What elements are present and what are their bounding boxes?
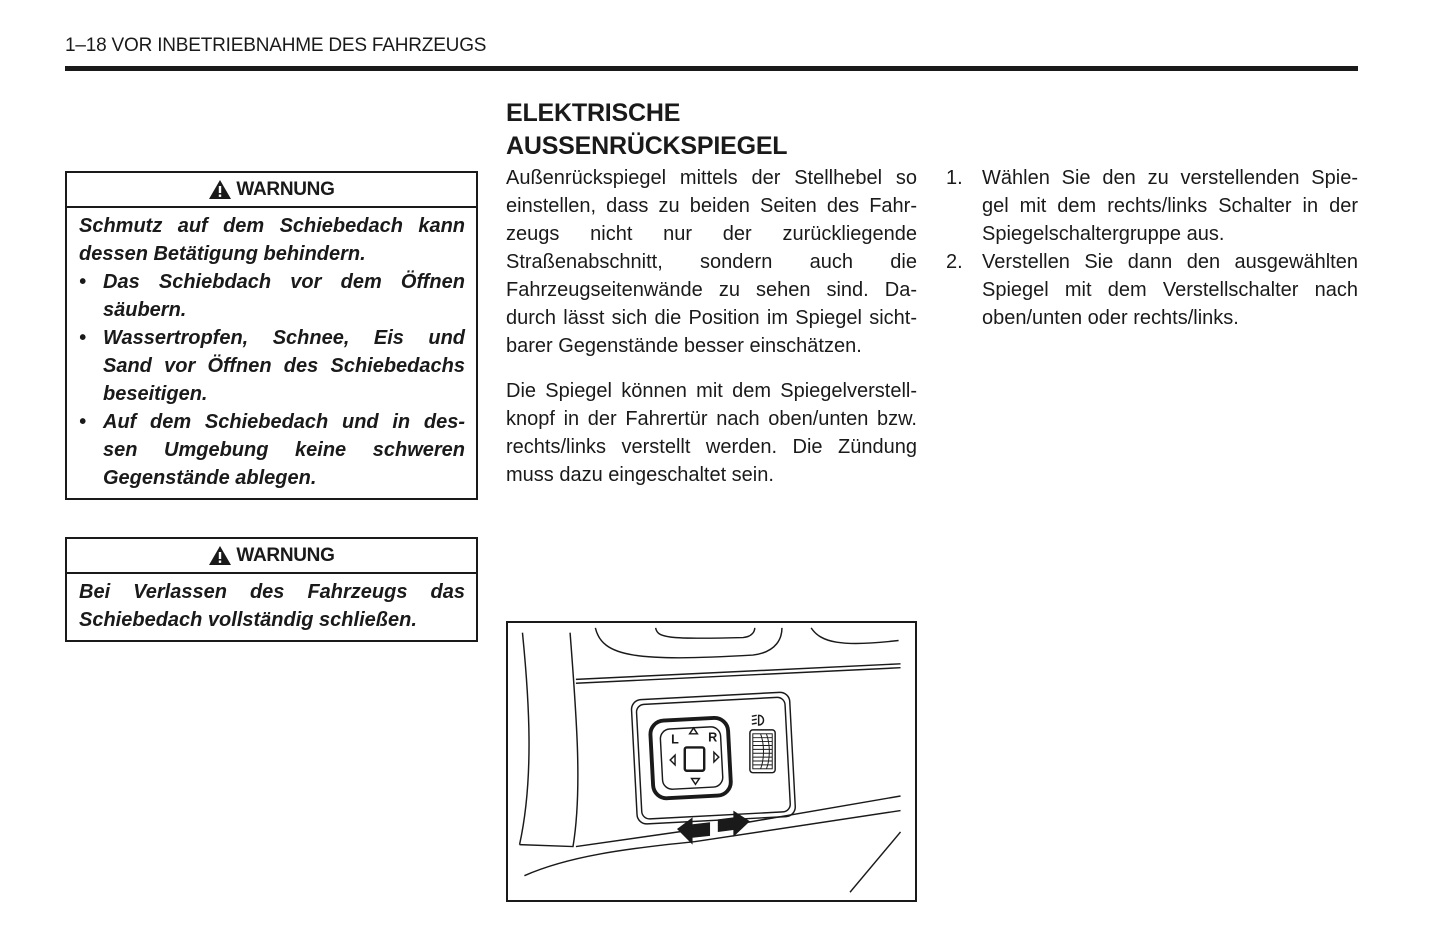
step-text (982, 164, 1358, 248)
paragraph (506, 377, 917, 489)
text-line: Wählen Sie den zu verstellenden Spie- (982, 167, 1358, 189)
text-line: säubern. (103, 299, 187, 321)
bullet-item (79, 268, 465, 324)
warning-body (67, 208, 476, 498)
text-line: sen Umgebung keine schweren (103, 439, 465, 461)
section-title-line: ELEKTRISCHE (506, 99, 681, 127)
text-line: Spiegelschaltergruppe aus. (982, 223, 1225, 245)
text-line: Sand vor Öffnen des Schiebedachs (103, 355, 465, 377)
bullet-text (103, 324, 465, 408)
step-number: 1. (946, 167, 963, 189)
text-line: rechts/links verstellt werden. Die Zündung (506, 436, 917, 458)
warning-label: WARNUNG (236, 544, 335, 566)
warning-triangle-icon (208, 179, 232, 200)
text-line: oben/unten oder rechts/links. (982, 307, 1239, 329)
steps-list (946, 164, 1358, 332)
step-item (946, 164, 1358, 248)
text-line: Schiebedach vollständig schließen. (79, 609, 417, 631)
text-line: Bei Verlassen des Fahrzeugs das (79, 581, 465, 603)
step-text (982, 248, 1358, 332)
step-item (946, 248, 1358, 332)
text-line: Das Schiebdach vor dem Öffnen (103, 271, 465, 293)
warning-box-sunroof-dirt (65, 171, 478, 500)
text-line: beseitigen. (103, 383, 208, 405)
dimmer-wheel-icon (753, 734, 772, 769)
section-title (506, 97, 787, 163)
text-line: dessen Betätigung behindern. (79, 243, 366, 265)
left-mirror-label: L (671, 732, 679, 747)
warning-box-close-sunroof (65, 537, 478, 642)
warning-label: WARNUNG (236, 178, 335, 200)
paragraph (506, 164, 917, 360)
section-title-line: AUSSENRÜCKSPIEGEL (506, 132, 788, 160)
warning-body (67, 574, 476, 640)
page-header: 1–18 VOR INBETRIEBNAHME DES FAHRZEUGS (65, 35, 487, 56)
text-line: Spiegel mit dem Verstellschalter nach (982, 279, 1358, 301)
bullet-icon: • (79, 271, 87, 293)
text-line: Wassertropfen, Schnee, Eis und (103, 327, 465, 349)
text-line: gel mit dem rechts/links Schalter in der (982, 195, 1358, 217)
step-number: 2. (946, 251, 963, 273)
bullet-text (103, 268, 465, 324)
mirror-switch-illustration (506, 621, 917, 902)
text-line: einstellen, dass zu beiden Seiten des Fahr- (506, 195, 917, 217)
text-line: muss dazu eingeschaltet sein. (506, 464, 774, 486)
bullet-icon: • (79, 411, 87, 433)
bullet-item (79, 324, 465, 408)
fog-light-icon (752, 715, 764, 725)
text-line: Auf dem Schiebedach und in des- (103, 411, 465, 433)
section-body (506, 164, 917, 506)
text-line: Verstellen Sie dann den ausgewählten (982, 251, 1358, 273)
text-line: Schmutz auf dem Schiebedach kann (79, 215, 465, 237)
text-line: knopf in der Fahrertür nach oben/unten bzw. (506, 408, 917, 430)
bullet-text (103, 408, 465, 492)
text-line: barer Gegenstände besser einschätzen. (506, 335, 862, 357)
text-line: Die Spiegel können mit dem Spiegelverstell- (506, 380, 917, 402)
warning-header (67, 173, 476, 208)
text-line: zeugs nicht nur der zurückliegende (506, 223, 917, 245)
warning-triangle-icon (208, 545, 232, 566)
right-mirror-label: R (708, 730, 718, 745)
bullet-item (79, 408, 465, 492)
text-line: Gegenstände ablegen. (103, 467, 317, 489)
text-line: Außenrückspiegel mittels der Stellhebel so (506, 167, 917, 189)
text-line: Straßenabschnitt, sondern auch die (506, 251, 917, 273)
warning-header (67, 539, 476, 574)
header-rule (65, 66, 1358, 71)
text-line: Fahrzeugseitenwände zu sehen sind. Da- (506, 279, 917, 301)
bullet-icon: • (79, 327, 87, 349)
text-line: durch lässt sich die Position im Spiegel sicht- (506, 307, 917, 329)
